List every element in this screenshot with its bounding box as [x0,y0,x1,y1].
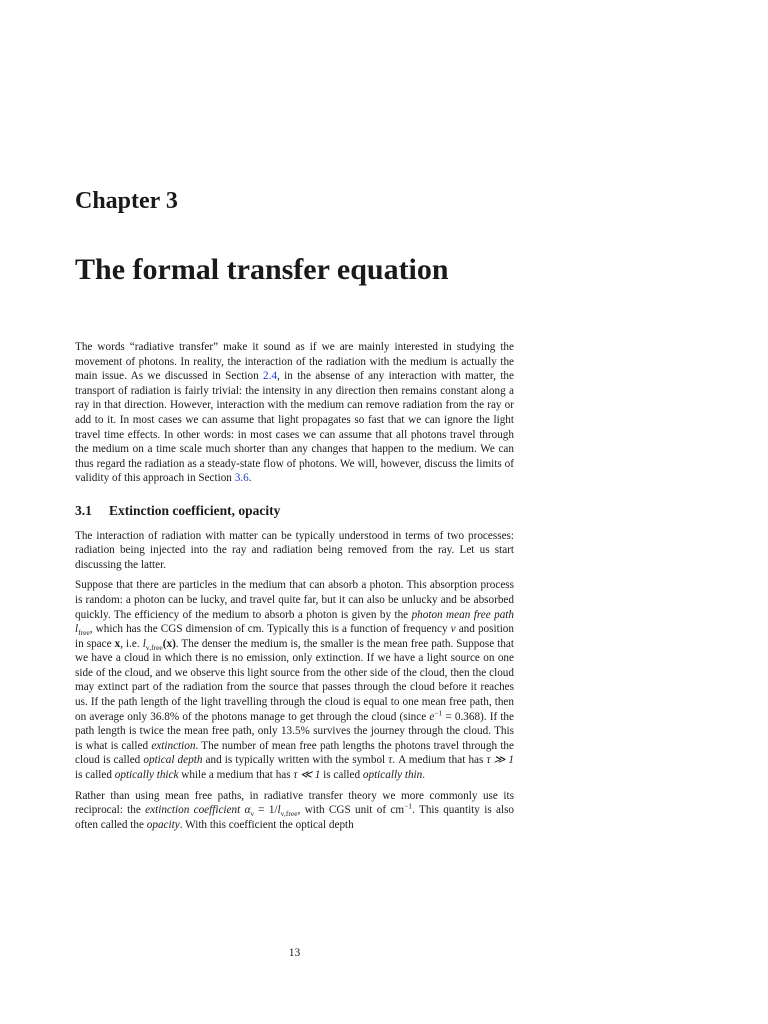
math-sub-nu: ν [250,809,254,819]
chapter-title: The formal transfer equation [75,253,449,286]
math-eq: = 1/ [253,804,278,817]
page-number: 13 [288,947,301,959]
math-e: e [429,710,435,723]
math-sub-nu-free: ν,free [145,642,163,652]
chapter-label: Chapter 3 [75,188,178,214]
intro-text-b: , in the absense of any interaction with matter, the transport of radiation is fairly trivial: the intensity in any direction then remains constant along a ray in that direction. However, interaction with the medium can remove radiation from the ray or add to it. In most cases we can assume that light propagates so fast that we can ignore the light travel time effects. In other words: in most cases we can assume that all photons travel through the medium on a time scale much shorter than any changes that happen to the medium. We can thus regard the radiation as a steady-state flow of photons. We will, however, discuss the limits of validity of this approach in Section [75,370,514,485]
p2-text-i: . A medium that has [392,754,487,767]
section-title: Extinction coefficient, opacity [109,502,281,518]
math-sub-free: free [78,628,90,638]
p2-text-k: while a medium that has [178,769,294,782]
p3-text-d: . With this coefficient the optical depth [179,818,354,831]
p3-text-a: Rather than using mean free paths, in radiative transfer theory we more commonly use its reciprocal: the [75,789,514,817]
math-exp: −1 [434,707,443,717]
paragraph-1: The interaction of radiation with matter can be typically understood in terms of two processes: radiation being injected into the ray and radiation being removed from the ray. Let us start discussing the latter. [75,529,514,571]
p2-text-b: , which has the CGS dimension of cm. Typically this is a function of frequency [89,623,451,636]
p2-text-g: . The number of mean free path lengths the photons travel through the cloud is called [75,739,514,767]
math-x-arg: (x) [162,637,176,650]
p2-text-j: is called [75,769,115,782]
term-extinction-coefficient: extinction coefficient [145,804,241,817]
math-nu: ν [450,623,456,636]
p2-text-h: and is typically written with the symbol [202,754,389,767]
paragraph-3 [75,789,514,833]
math-sub-nu-free-2: ν,free [280,809,298,819]
term-photon-mean-free-path: photon mean free path [411,608,514,621]
p2-text-d: , i.e. [120,637,143,650]
math-alpha: α [244,804,251,817]
math-tau: τ [388,754,393,767]
p2-text-m: . [422,769,426,782]
intro-paragraph [75,340,514,486]
p3-text-b: , with CGS unit of cm [297,804,405,817]
p2-text-f: = 0.368). If the path length is twice the mean free path, only 13.5% survives the journey through the cloud. This is what is called [75,710,514,752]
p2-text-c: and position in space [75,623,514,650]
section-heading [75,504,514,519]
section-ref-2-4[interactable]: 2.4 [263,370,278,383]
p2-text-e: . The denser the medium is, the smaller is the mean free path. Suppose that we have a cloud in which there is no emission, only extinction. If we have a light source on one side of the cloud, and we observe this light source from the other side of the cloud, then the cloud may extinct part of the radiation from the source that passes through the cloud before it reaches us. If the path length of the light travelling through the cloud is equal to one mean free path, then on average only 36.8% of the photons manage to get through the cloud (since [75,637,514,723]
section-ref-3-6[interactable]: 3.6 [234,472,249,485]
paragraph-2 [75,578,514,782]
math-l-nu: l [142,637,146,650]
term-extinction: extinction [151,739,196,752]
p2-text-a: Suppose that there are particles in the medium that can absorb a photon. This absorption process is random: a photon can be lucky, and travel quite far, but it can also be unlucky and be absorbed quickly. The efficiency of the medium to absorb a photon is given by the [75,579,514,621]
body-text [75,340,514,838]
math-tau-ll: τ ≪ 1 [293,769,321,782]
p3-text-c: . This quantity is also often called the [75,804,515,831]
intro-text-c: . [248,472,252,485]
section-number: 3.1 [75,502,92,518]
math-l-2: l [277,804,281,817]
term-opacity: opacity [146,818,180,831]
term-optically-thin: optically thin [362,769,423,782]
p2-text-l: is called [320,769,363,782]
term-optically-thick: optically thick [114,769,179,782]
math-x-bold: x [114,637,121,650]
math-cm-exp: −1 [404,801,413,811]
document-page [75,0,514,1024]
term-optical-depth: optical depth [143,754,203,767]
math-tau-gg: τ ≫ 1 [486,754,515,767]
intro-text-a: The words “radiative transfer” make it sound as if we are mainly interested in studying the movement of photons. In reality, the interaction of the radiation with the medium is actually the main issue. As we discussed in Section [75,341,514,383]
math-l: l [75,623,79,636]
